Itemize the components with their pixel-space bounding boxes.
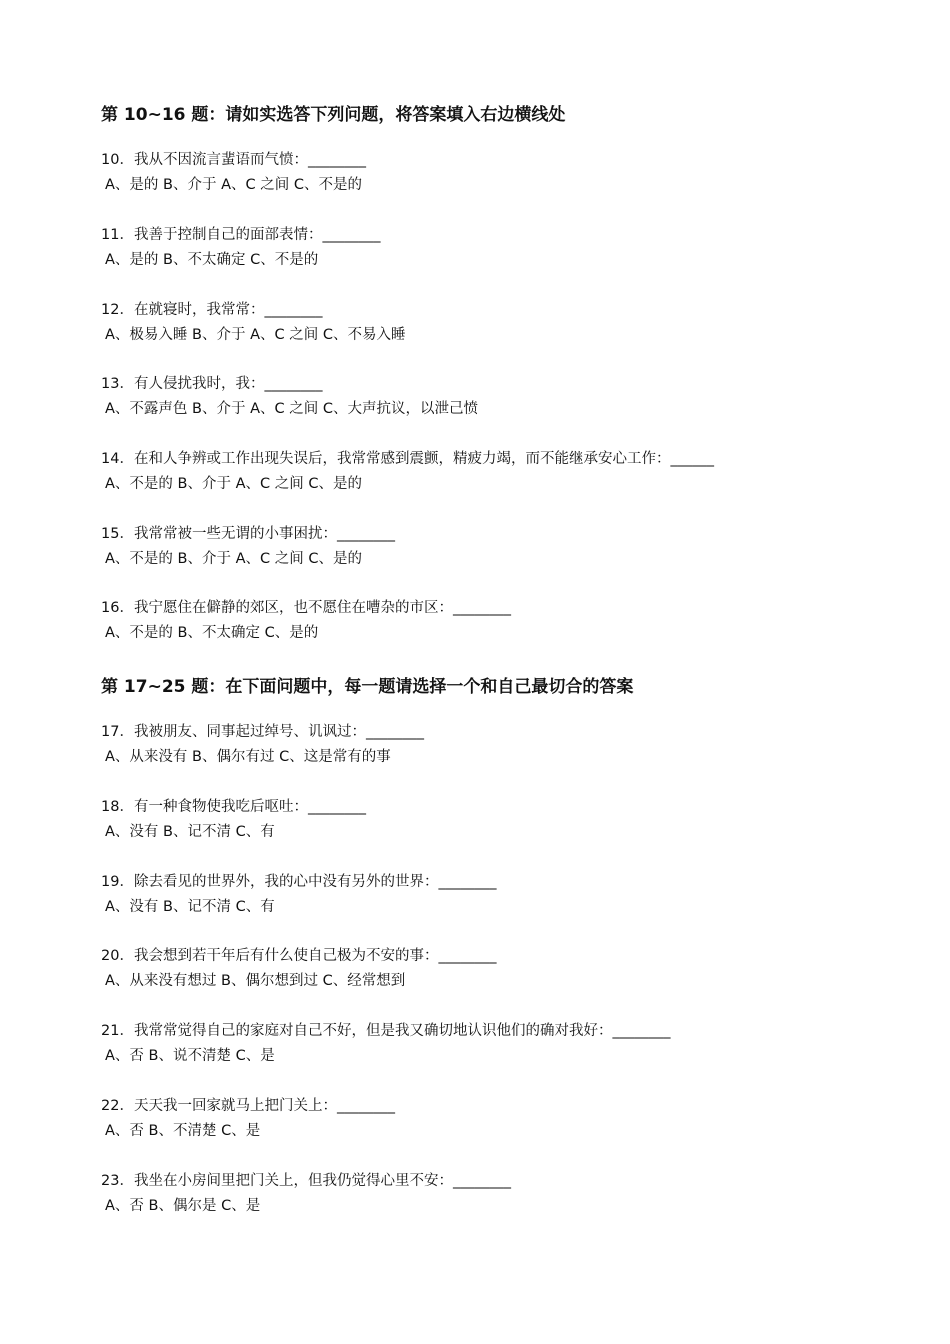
question-options: A、没有 B、记不清 C、有 — [105, 899, 275, 915]
question-options: A、是的 B、不太确定 C、不是的 — [105, 252, 319, 268]
question-text: 10．我从不因流言蜚语而气愤：________ — [101, 152, 366, 168]
question-text: 18．有一种食物使我吃后呕吐：________ — [101, 799, 366, 815]
question-13 — [101, 372, 478, 422]
question-options: A、不是的 B、不太确定 C、是的 — [105, 625, 319, 641]
question-11 — [101, 223, 380, 273]
question-17 — [101, 720, 424, 770]
question-14 — [101, 447, 714, 497]
question-21 — [101, 1019, 670, 1069]
question-text: 11．我善于控制自己的面部表情：________ — [101, 227, 381, 243]
question-23 — [101, 1169, 511, 1219]
question-text: 20．我会想到若干年后有什么使自己极为不安的事：________ — [101, 948, 497, 964]
question-12 — [101, 298, 405, 348]
question-18 — [101, 795, 366, 845]
question-text: 23．我坐在小房间里把门关上，但我仍觉得心里不安：________ — [101, 1173, 511, 1189]
question-22 — [101, 1094, 395, 1144]
question-16 — [101, 596, 511, 646]
question-options: A、否 B、偶尔是 C、是 — [105, 1198, 261, 1214]
question-text: 14．在和人争辨或工作出现失误后，我常常感到震颤，精疲力竭，而不能继承安心工作：______ — [101, 451, 714, 467]
question-text: 22．天天我一回家就马上把门关上：________ — [101, 1098, 395, 1114]
question-text: 17．我被朋友、同事起过绰号、讥讽过：________ — [101, 724, 424, 740]
section-title: 第 10~16 题：请如实选答下列问题，将答案填入右边横线处 — [101, 105, 566, 125]
question-15 — [101, 522, 395, 572]
question-10 — [101, 148, 366, 198]
question-options: A、是的 B、介于 A、C 之间 C、不是的 — [105, 177, 362, 193]
question-options: A、不露声色 B、介于 A、C 之间 C、大声抗议，以泄己愤 — [105, 401, 478, 417]
question-options: A、极易入睡 B、介于 A、C 之间 C、不易入睡 — [105, 327, 406, 343]
question-19 — [101, 870, 496, 920]
question-20 — [101, 944, 496, 994]
question-options: A、没有 B、记不清 C、有 — [105, 824, 275, 840]
question-options: A、否 B、不清楚 C、是 — [105, 1123, 261, 1139]
question-text: 13．有人侵扰我时，我：________ — [101, 376, 323, 392]
question-options: A、从来没有想过 B、偶尔想到过 C、经常想到 — [105, 973, 406, 989]
question-text: 19．除去看见的世界外，我的心中没有另外的世界：________ — [101, 874, 497, 890]
question-text: 16．我宁愿住在僻静的郊区，也不愿住在嘈杂的市区：________ — [101, 600, 511, 616]
question-text: 15．我常常被一些无谓的小事困扰：________ — [101, 526, 395, 542]
question-options: A、从来没有 B、偶尔有过 C、这是常有的事 — [105, 749, 391, 765]
question-options: A、不是的 B、介于 A、C 之间 C、是的 — [105, 551, 362, 567]
section-title: 第 17~25 题：在下面问题中，每一题请选择一个和自己最切合的答案 — [101, 677, 634, 697]
question-text: 12．在就寝时，我常常：________ — [101, 302, 323, 318]
question-text: 21．我常常觉得自己的家庭对自己不好，但是我又确切地认识他们的确对我好：________ — [101, 1023, 671, 1039]
question-options: A、否 B、说不清楚 C、是 — [105, 1048, 275, 1064]
question-options: A、不是的 B、介于 A、C 之间 C、是的 — [105, 476, 362, 492]
